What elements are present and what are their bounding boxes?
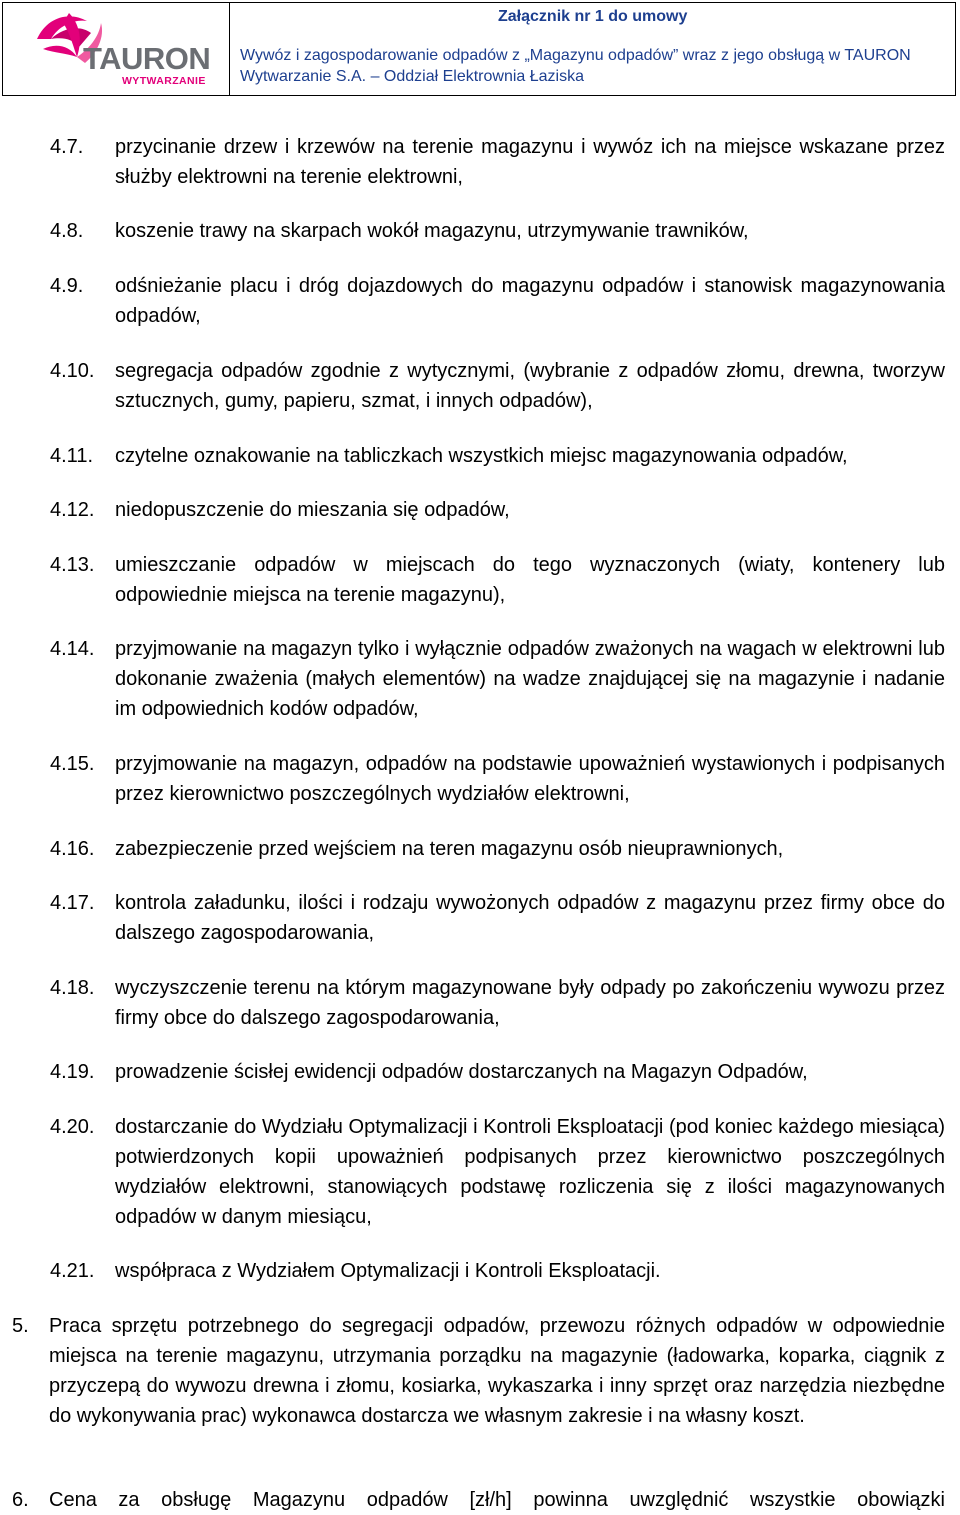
contract-subject: Wywóz i zagospodarowanie odpadów z „Magazynu odpadów” wraz z jego obsługą w TAURON Wytwarzanie S.A. – Oddział Elektrownia Łaziska xyxy=(240,47,911,85)
section-text: Cena za obsługę Magazynu odpadów [zł/h] powinna uwzględnić wszystkie obowiązki xyxy=(49,1489,945,1511)
list-item-text: dostarczanie do Wydziału Optymalizacji i Kontroli Eksploatacji (pod koniec każdego miesiąca) potwierdzonych kopii upoważnień podpisanych przez kierownictwo poszczególnych wydziałów elektrowni, stanowiących podstawę rozliczenia się z ilości magazynowanych odpadów w danym miesiącu, xyxy=(115,1116,945,1228)
list-item-text: kontrola załadunku, ilości i rodzaju wywożonych odpadów z magazynu przez firmy obce do dalszego zagospodarowania, xyxy=(115,892,945,944)
list-item-number: 4.21. xyxy=(50,1260,95,1282)
list-item-number: 4.12. xyxy=(50,499,95,521)
list-item-text: przycinanie drzew i krzewów na terenie magazynu i wywóz ich na miejsce wskazane przez służby elektrowni na terenie elektrowni, xyxy=(115,136,945,188)
list-item-text: umieszczanie odpadów w miejscach do tego wyznaczonych (wiaty, kontenery lub odpowiednie miejsca na terenie magazynu), xyxy=(115,554,945,606)
list-item-number: 4.15. xyxy=(50,753,95,775)
list-item-text: wyczyszczenie terenu na którym magazynowane były odpady po zakończeniu wywozu przez firmy obce do dalszego zagospodarowania, xyxy=(115,977,945,1029)
logo-cell xyxy=(3,3,230,95)
section-text: Praca sprzętu potrzebnego do segregacji odpadów, przewozu różnych odpadów w odpowiednie miejsca na terenie magazynu, utrzymania porządku na magazynie (ładowarka, koparka, ciągnik z przyczepą do wywozu drewna i złomu, kosiarka, wykaszarka i inny sprzęt oraz narzędzia niezbędne do wykonywania prac) wykonawca dostarcza we własnym zakresie i na własny koszt. xyxy=(49,1315,945,1427)
list-item-text: czytelne oznakowanie na tabliczkach wszystkich miejsc magazynowania odpadów, xyxy=(115,445,848,467)
list-item-number: 4.17. xyxy=(50,892,95,914)
list-item-number: 4.13. xyxy=(50,554,95,576)
list-item-text: segregacja odpadów zgodnie z wytycznymi, (wybranie z odpadów złomu, drewna, tworzyw sztucznych, gumy, papieru, szmat, i innych odpadów), xyxy=(115,360,945,412)
list-item-number: 4.16. xyxy=(50,838,95,860)
list-item-text: współpraca z Wydziałem Optymalizacji i Kontroli Eksploatacji. xyxy=(115,1260,661,1282)
list-item-text: przyjmowanie na magazyn tylko i wyłącznie odpadów zważonych na wagach w elektrowni lub dokonanie zważenia (małych elementów) na wadze znajdującej się na magazynie i nadanie im odpowiednich kodów odpadów, xyxy=(115,638,945,720)
list-item-text: prowadzenie ścisłej ewidencji odpadów dostarczanych na Magazyn Odpadów, xyxy=(115,1061,808,1083)
header-info xyxy=(230,3,955,95)
list-item-number: 4.20. xyxy=(50,1116,95,1138)
list-item-number: 4.11. xyxy=(50,445,93,467)
list-item-text: niedopuszczenie do mieszania się odpadów, xyxy=(115,499,510,521)
document-header xyxy=(2,2,956,96)
list-item-number: 4.19. xyxy=(50,1061,95,1083)
list-item-number: 4.10. xyxy=(50,360,95,382)
list-item-text: koszenie trawy na skarpach wokół magazynu, utrzymywanie trawników, xyxy=(115,220,749,242)
logo-wordmark: TAURON xyxy=(83,41,211,76)
section-number: 5. xyxy=(12,1315,29,1337)
list-item-number: 4.14. xyxy=(50,638,95,660)
list-item-number: 4.8. xyxy=(50,220,84,242)
list-item-number: 4.9. xyxy=(50,275,84,297)
list-item-text: zabezpieczenie przed wejściem na teren magazynu osób nieuprawnionych, xyxy=(115,838,784,860)
list-item-text: odśnieżanie placu i dróg dojazdowych do magazynu odpadów i stanowisk magazynowania odpadów, xyxy=(115,275,945,327)
list-item-text: przyjmowanie na magazyn, odpadów na podstawie upoważnień wystawionych i podpisanych przez kierownictwo poszczególnych wydziałów elektrowni, xyxy=(115,753,945,805)
logo-subtitle: WYTWARZANIE xyxy=(122,75,206,87)
list-item-number: 4.18. xyxy=(50,977,95,999)
section-number: 6. xyxy=(12,1489,29,1511)
list-item-number: 4.7. xyxy=(50,136,84,158)
annex-title: Załącznik nr 1 do umowy xyxy=(498,8,688,25)
